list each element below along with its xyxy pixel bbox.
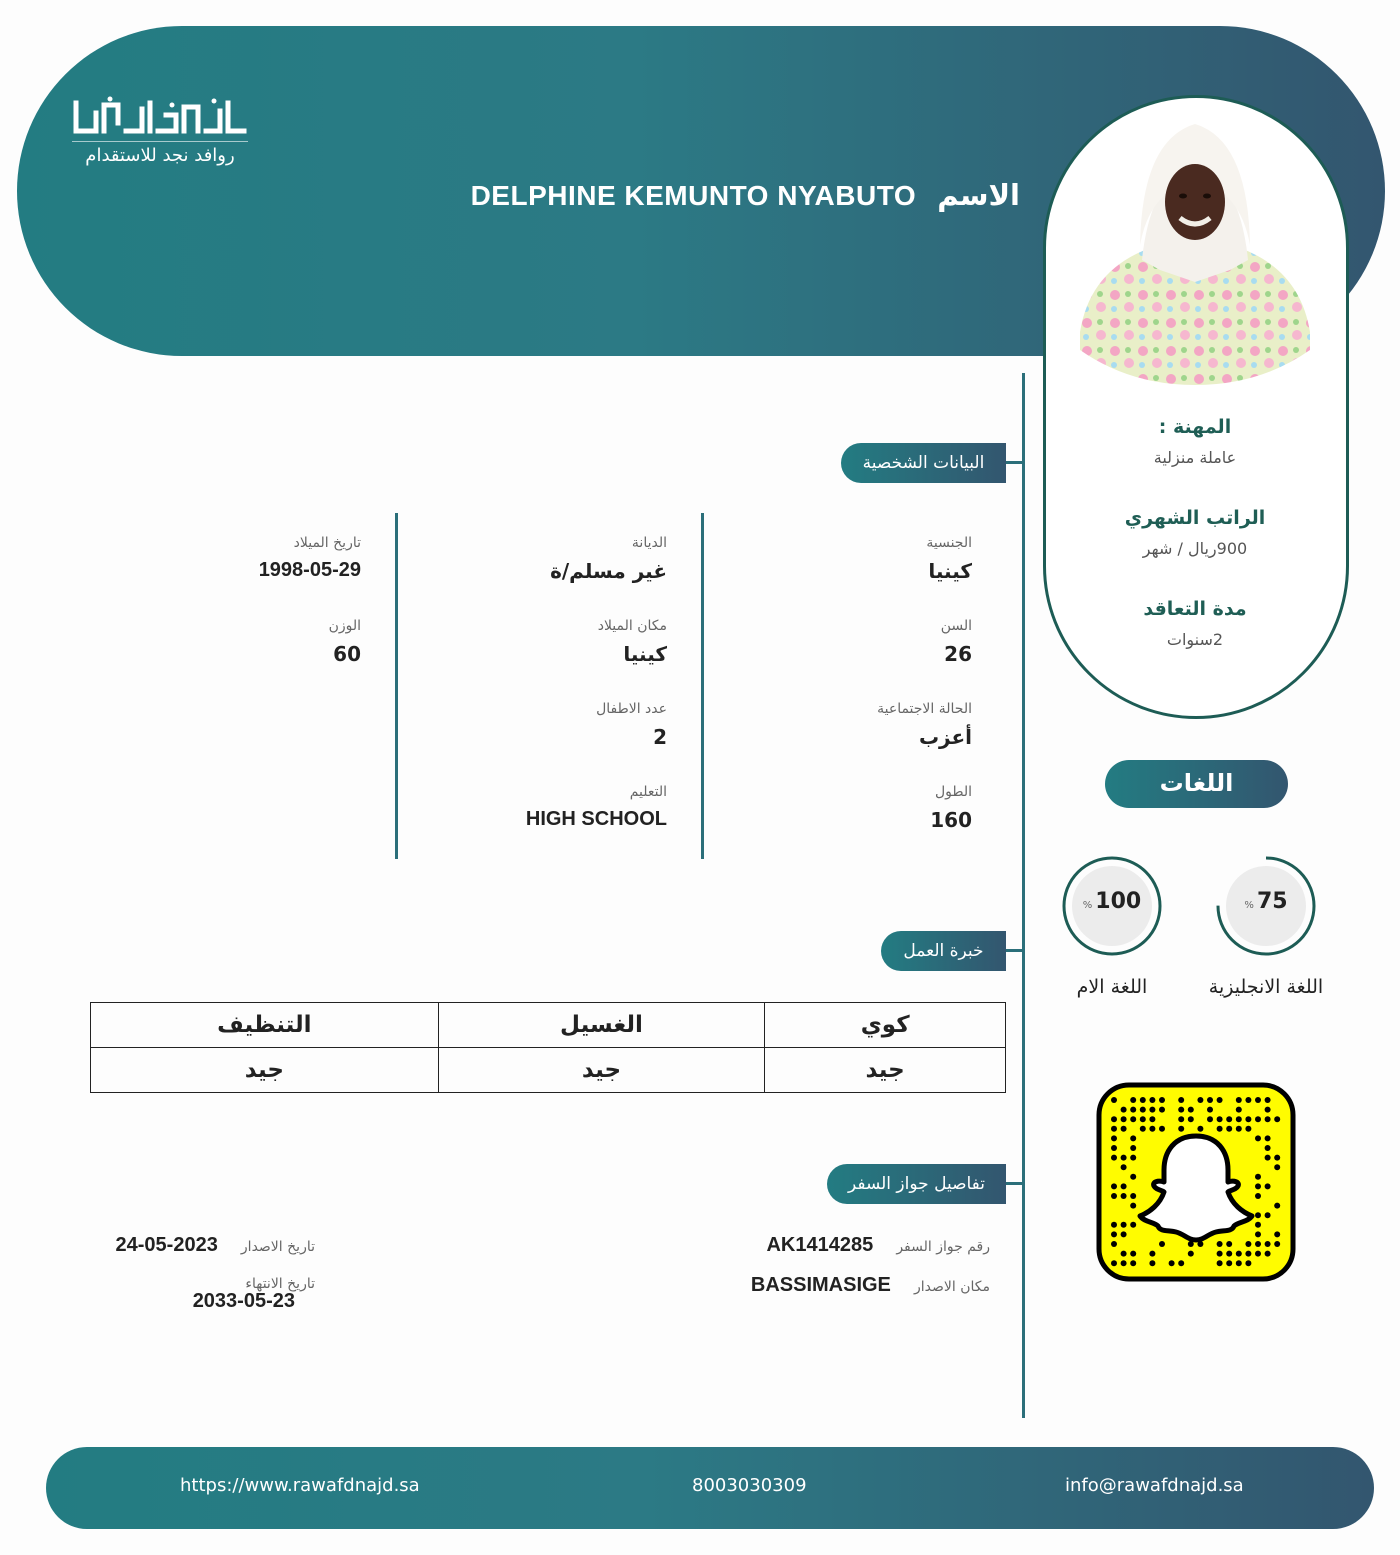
snapcode-dot [1188,1251,1194,1257]
footer-website-link[interactable]: https://www.rawafdnajd.sa [180,1475,420,1496]
passport-tag-connector [1006,1182,1023,1185]
field-label: الوزن [328,618,361,634]
company-logo [70,95,250,175]
skill-level: جيد [91,1048,439,1093]
field-value: 26 [944,642,972,666]
snapcode-dot [1265,1183,1271,1189]
snapcode-dot [1255,1251,1261,1257]
snapcode-dot [1111,1155,1117,1161]
snapcode-dot [1207,1116,1213,1122]
profession-label: المهنة : [1158,416,1232,438]
snapcode-dot [1197,1097,1203,1103]
snapcode-dot [1121,1193,1127,1199]
snapcode-dot [1274,1203,1280,1209]
snapcode-dot [1207,1107,1213,1113]
snapcode-dot [1140,1097,1146,1103]
field-value: HIGH SCHOOL [525,808,667,830]
name-label: الاسم [937,178,1020,212]
experience-tag-connector [1006,949,1023,952]
contract-block [1060,598,1330,649]
snapcode-dot [1111,1135,1117,1141]
field-value: كينيا [928,559,972,583]
snapcode-dot [1121,1251,1127,1257]
snapcode-dot [1255,1174,1261,1180]
table-row [91,1003,1006,1048]
field-value: أعزب [918,725,972,749]
skills-table [90,1002,1006,1093]
skill-name: التنظيف [91,1003,439,1048]
birthplace-field [455,618,667,666]
height-field [760,784,972,832]
contract-value: 2سنوات [1166,630,1224,649]
snapcode-dot [1245,1097,1251,1103]
snapcode-dot [1130,1251,1136,1257]
language-percent: % 100 [1082,889,1142,914]
snapcode-dot [1111,1116,1117,1122]
education-field [455,784,667,831]
timeline-line [1022,373,1025,1418]
birthdate-field [150,535,361,582]
snapcode-dot [1130,1260,1136,1266]
snapcode-dot [1111,1097,1117,1103]
snapcode-dot [1274,1241,1280,1247]
marital-status-field [760,701,972,749]
snapcode-dot [1178,1107,1184,1113]
snapcode-dot [1236,1116,1242,1122]
snapcode-dot [1159,1097,1165,1103]
snapcode-dot [1226,1241,1232,1247]
snapcode-dot [1245,1260,1251,1266]
snapcode-dot [1121,1222,1127,1228]
field-value: غير مسلم/ة [550,559,667,583]
field-label: الديانة [631,535,667,551]
column-divider [395,513,398,859]
field-value: كينيا [623,642,667,666]
snapcode-dot [1226,1116,1232,1122]
field-value: 2 [653,725,667,749]
skill-name: الغسيل [438,1003,765,1048]
age-field [760,618,972,666]
snapcode-dot [1236,1260,1242,1266]
snapcode-dot [1130,1107,1136,1113]
passport-section-tag: تفاصيل جواز السفر [827,1164,1006,1204]
passport-issue-row [115,1234,315,1257]
skill-level: جيد [438,1048,765,1093]
snapcode-dot [1178,1097,1184,1103]
snapcode-dot [1121,1116,1127,1122]
profession-value: عاملة منزلية [1153,448,1237,467]
snapcode-dot [1149,1097,1155,1103]
snapcode-dot [1217,1126,1223,1132]
snapcode-dot [1265,1145,1271,1151]
snapcode-dot [1236,1251,1242,1257]
snapcode-dot [1207,1097,1213,1103]
snapcode-dot [1149,1260,1155,1266]
snapcode-dot [1197,1126,1203,1132]
snapcode-dot [1188,1116,1194,1122]
snapcode-dot [1245,1241,1251,1247]
snapcode-dot [1265,1135,1271,1141]
logo-subtitle: روافد نجد للاستقدام [85,145,235,166]
logo-divider [72,141,248,142]
language-percent: % 75 [1244,889,1288,914]
profession-block [1060,416,1330,467]
field-value: 160 [930,808,972,832]
language-name: اللغة الانجليزية [1208,976,1324,998]
snapcode-dot [1159,1126,1165,1132]
snapcode-dot [1159,1107,1165,1113]
snapcode-dot [1236,1097,1242,1103]
field-label: السن [940,618,972,634]
language-name: اللغة الام [1076,976,1148,998]
passport-number-row [766,1234,990,1257]
snapcode-dot [1245,1251,1251,1257]
snapcode-dot [1130,1135,1136,1141]
snapcode-dot [1217,1097,1223,1103]
passport-number-label: رقم جواز السفر [896,1239,990,1255]
snapcode-dot [1265,1107,1271,1113]
snapcode-dot [1130,1222,1136,1228]
snapcode-dot [1130,1155,1136,1161]
snapcode-dot [1130,1116,1136,1122]
field-label: تاريخ الميلاد [293,535,361,551]
name-value: DELPHINE KEMUNTO NYABUTO [470,180,917,211]
snapcode-dot [1217,1116,1223,1122]
field-label: الجنسية [926,535,972,551]
field-value: 1998-05-29 [258,559,361,581]
snapcode-dot [1121,1260,1127,1266]
snapcode-dot [1217,1251,1223,1257]
snapcode-dot [1236,1107,1242,1113]
passport-place-label: مكان الاصدار [914,1279,990,1295]
salary-block [1060,507,1330,558]
snapcode-dot [1149,1107,1155,1113]
salary-value: 900ريال / شهر [1142,539,1248,558]
snapcode-dot [1274,1231,1280,1237]
footer-phone[interactable]: 8003030309 [692,1475,807,1496]
snapcode-dot [1236,1126,1242,1132]
snapcode-dot [1111,1126,1117,1132]
experience-section-tag: خبرة العمل [881,931,1006,971]
snapcode-dot [1274,1155,1280,1161]
passport-number-value: AK1414285 [766,1234,874,1256]
snapcode-dot [1265,1155,1271,1161]
snapcode-dot [1255,1212,1261,1218]
children-count-field [455,701,667,749]
passport-place-value: BASSIMASIGE [750,1274,891,1296]
worker-name-row [440,178,1020,218]
personal-section-tag: البيانات الشخصية [841,443,1006,483]
snapcode-dot [1265,1251,1271,1257]
snapcode-dot [1159,1241,1165,1247]
snapcode-dot [1111,1183,1117,1189]
snapcode-dot [1217,1241,1223,1247]
snapcode-dot [1149,1116,1155,1122]
salary-label: الراتب الشهري [1124,507,1266,529]
snapcode-dot [1130,1203,1136,1209]
field-value: 60 [333,642,361,666]
snapcode-dot [1111,1222,1117,1228]
contract-label: مدة التعاقد [1143,598,1247,620]
snapcode-dot [1130,1145,1136,1151]
snapcode-dot [1121,1183,1127,1189]
snapcode-dot [1111,1193,1117,1199]
field-label: مكان الميلاد [597,618,667,634]
snapcode-dot [1245,1126,1251,1132]
language-ring-native [1062,856,1162,956]
passport-expiry-label: تاريخ الانتهاء [245,1276,315,1292]
snapcode-dot [1226,1126,1232,1132]
nationality-field [760,535,972,583]
snapcode-dot [1121,1164,1127,1170]
table-row [91,1048,1006,1093]
logo-mark-icon [70,95,250,141]
field-label: الحالة الاجتماعية [877,701,972,717]
snapchat-code[interactable] [1096,1082,1296,1282]
snapcode-dot [1255,1193,1261,1199]
snapcode-dot [1178,1126,1184,1132]
snapcode-dot [1111,1241,1117,1247]
snapcode-dot [1217,1260,1223,1266]
snapcode-dot [1265,1212,1271,1218]
snapcode-dot [1121,1231,1127,1237]
passport-place-row [751,1274,990,1297]
skill-name: كوي [765,1003,1006,1048]
passport-expiry-value-row [193,1290,295,1313]
snapcode-dot [1255,1116,1261,1122]
passport-issue-label: تاريخ الاصدار [240,1239,315,1255]
snapcode-dot [1245,1116,1251,1122]
snapcode-dot [1121,1126,1127,1132]
snapcode-dot [1255,1183,1261,1189]
snapcode-dot [1149,1126,1155,1132]
snapcode-dot [1265,1097,1271,1103]
snapcode-dot [1130,1193,1136,1199]
footer-email-link[interactable]: info@rawafdnajd.sa [1065,1475,1244,1496]
snapcode-dot [1255,1097,1261,1103]
field-label: عدد الاطفال [596,701,667,717]
field-label: التعليم [629,784,667,800]
snapcode-dot [1178,1260,1184,1266]
snapcode-dot [1130,1097,1136,1103]
snapcode-dot [1255,1241,1261,1247]
snapcode-dot [1274,1116,1280,1122]
passport-expiry-value: 2033-05-23 [192,1290,295,1312]
snapcode-dot [1265,1116,1271,1122]
snapcode-dot [1226,1260,1232,1266]
worker-photo [1080,120,1310,385]
snapcode-dot [1140,1126,1146,1132]
snapcode-dot [1169,1260,1175,1266]
snapcode-dot [1255,1135,1261,1141]
snapcode-dot [1265,1241,1271,1247]
snapcode-dot [1130,1174,1136,1180]
snapcode-dot [1274,1164,1280,1170]
languages-title: اللغات [1105,760,1288,808]
skill-level: جيد [765,1048,1006,1093]
snapcode-dot [1226,1251,1232,1257]
snapcode-dot [1121,1155,1127,1161]
snapcode-dot [1149,1251,1155,1257]
passport-issue-value: 2023-05-24 [115,1234,218,1256]
snapcode-dot [1121,1107,1127,1113]
snapcode-dot [1140,1107,1146,1113]
religion-field [455,535,667,583]
snapcode-dot [1255,1231,1261,1237]
language-ring-english [1216,856,1316,956]
snapcode-dot [1111,1260,1117,1266]
snapcode-dot [1178,1116,1184,1122]
field-label: الطول [934,784,972,800]
snapcode-dot [1140,1116,1146,1122]
column-divider [701,513,704,859]
snapcode-dot [1188,1107,1194,1113]
personal-tag-connector [1006,461,1023,464]
weight-field [150,618,361,666]
snapcode-dot [1111,1145,1117,1151]
snapcode-dot [1255,1222,1261,1228]
snapcode-dot [1111,1231,1117,1237]
